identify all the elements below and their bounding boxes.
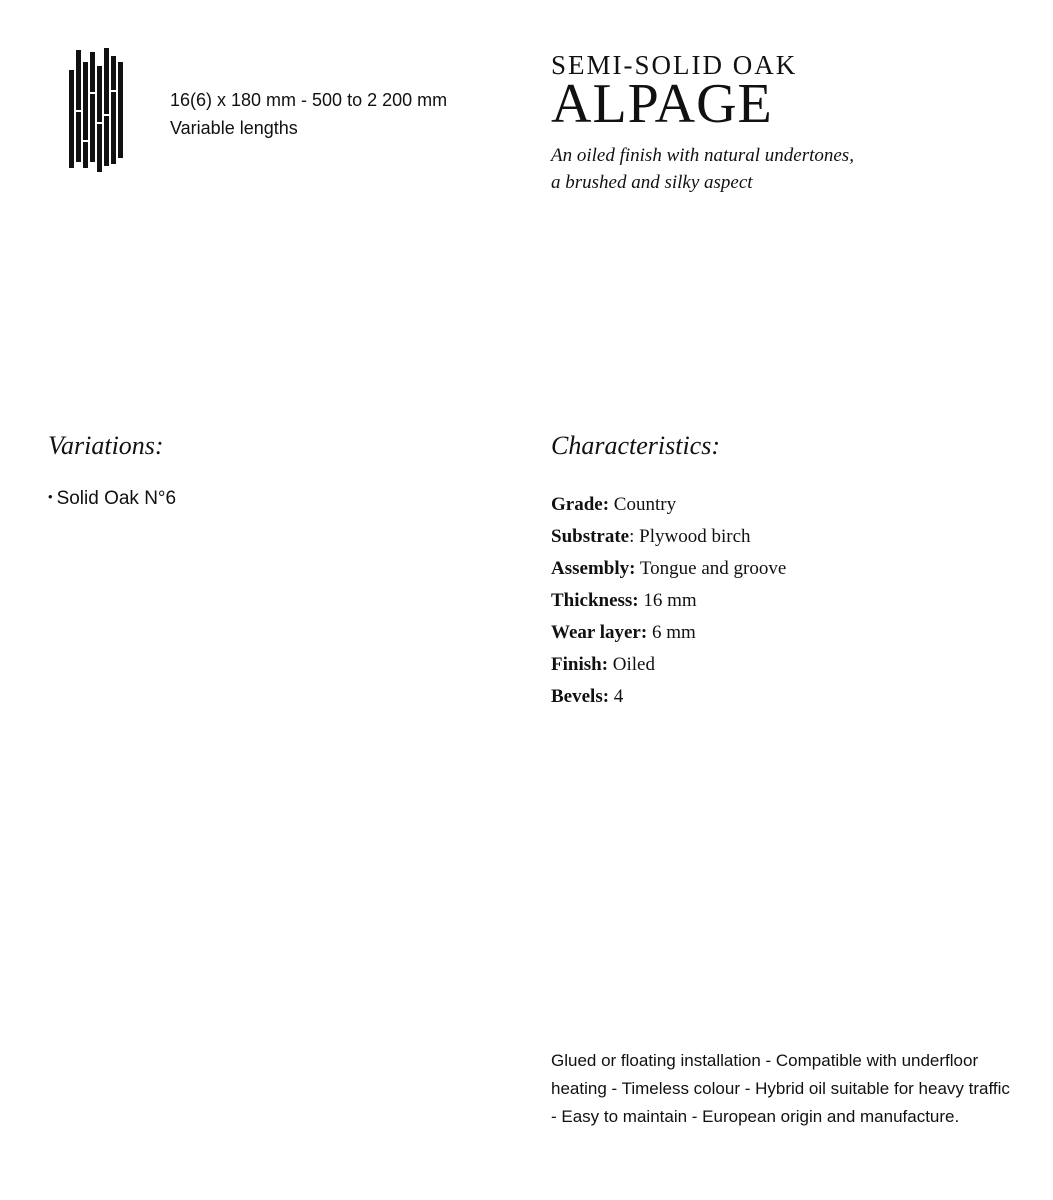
spec-label: Grade: xyxy=(551,494,610,515)
spec-value: 16 mm xyxy=(643,590,697,611)
spec-value: Country xyxy=(613,494,677,515)
spec-row-substrate xyxy=(551,521,1031,553)
spec-label: Thickness: xyxy=(551,590,639,611)
spec-list xyxy=(551,489,1031,713)
product-type: SEMI-SOLID OAK xyxy=(551,50,798,80)
spec-value: 4 xyxy=(613,686,624,707)
spec-row-thickness xyxy=(551,585,1031,617)
characteristics-section xyxy=(551,431,1031,713)
bullet-icon: • xyxy=(48,489,53,504)
variation-label: Solid Oak N°6 xyxy=(56,488,177,509)
spec-label: Finish: xyxy=(551,654,609,675)
spec-row-finish xyxy=(551,649,1031,681)
spec-value: : Plywood birch xyxy=(629,526,751,547)
description-line-1: An oiled finish with natural undertones, xyxy=(551,145,854,166)
variations-title: Variations: xyxy=(48,431,164,460)
variation-list xyxy=(48,483,508,513)
variation-item xyxy=(48,483,508,513)
spec-row-grade xyxy=(551,489,1031,521)
description-line-2: a brushed and silky aspect xyxy=(551,172,753,193)
product-header xyxy=(551,50,1031,196)
variations-section xyxy=(48,431,508,513)
characteristics-title: Characteristics: xyxy=(551,431,720,460)
product-description xyxy=(551,142,1031,196)
features-paragraph: Glued or floating installation - Compatible with underfloor heating - Timeless colour - Hybrid oil suitable for heavy traffic - Easy to maintain - European origin and manufacture. xyxy=(551,1051,1010,1126)
spec-label: Bevels: xyxy=(551,686,610,707)
plank-layout-icon xyxy=(68,48,128,174)
spec-value: Tongue and groove xyxy=(639,558,787,579)
dimensions-text: 16(6) x 180 mm - 500 to 2 200 mm xyxy=(170,90,448,110)
spec-value: Oiled xyxy=(612,654,655,675)
spec-row-wear-layer xyxy=(551,617,1031,649)
lengths-note: Variable lengths xyxy=(170,118,298,138)
product-name: ALPAGE xyxy=(551,73,773,135)
spec-row-bevels xyxy=(551,681,1031,713)
spec-row-assembly xyxy=(551,553,1031,585)
dimensions-block xyxy=(170,86,447,142)
spec-value: 6 mm xyxy=(651,622,696,643)
spec-label: Wear layer: xyxy=(551,622,648,643)
spec-label: Substrate xyxy=(551,526,630,547)
spec-label: Assembly: xyxy=(551,558,636,579)
